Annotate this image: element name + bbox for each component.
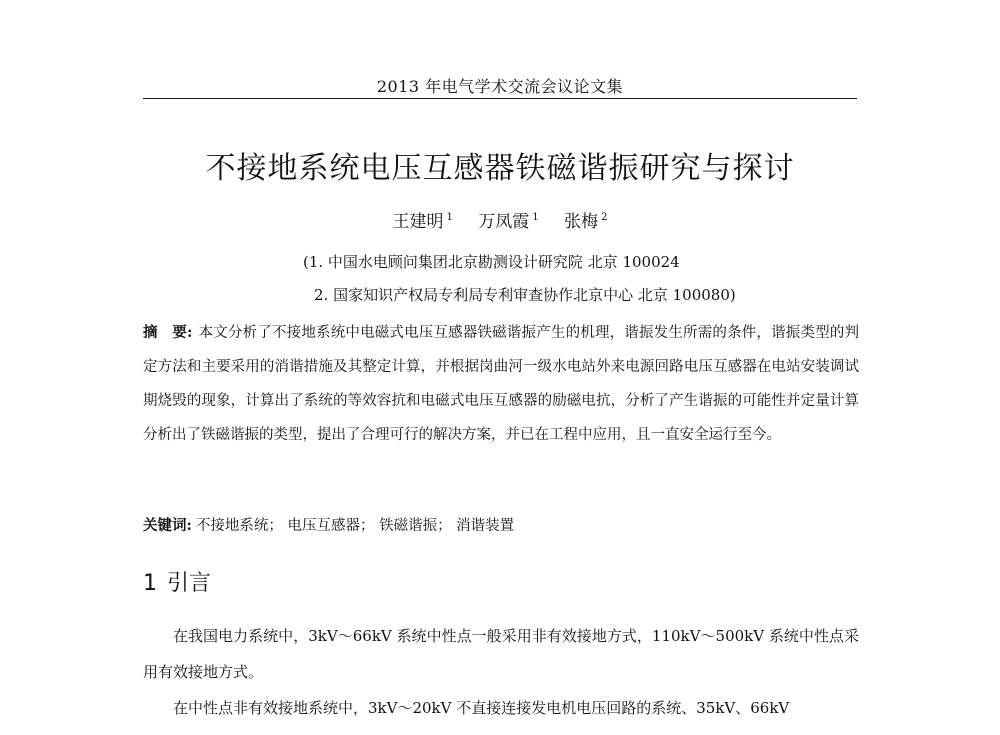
header-rule [143,98,857,99]
keywords [143,514,859,535]
affiliation-1: (1. 中国水电顾问集团北京勘测设计研究院 北京 100024 [303,253,680,271]
abstract-label: 摘 要: [143,324,193,341]
author-name: 王建明 [392,212,444,232]
body-text [143,618,859,726]
author [393,212,453,232]
author-affil-mark: 1 [446,212,453,224]
paper-title: 不接地系统电压互感器铁磁谐振研究与探讨 [205,151,795,186]
section-title: 引言 [167,571,212,596]
author-name: 万凤霞 [478,212,530,232]
section-number: 1 [143,571,157,596]
paragraph: 在我国电力系统中，3kV～66kV 系统中性点一般采用非有效接地方式，110kV～500kV 系统中性点采用有效接地方式。 [143,627,859,681]
abstract [143,316,859,452]
affiliation-2: 2. 国家知识产权局专利局专利审查协作北京中心 北京 100080) [314,286,736,304]
keywords-text: 不接地系统； 电压互感器； 铁磁谐振； 消谐装置 [195,518,515,534]
author [564,212,607,232]
author-name: 张梅 [564,212,599,232]
running-head: 2013 年电气学术交流会议论文集 [376,77,624,96]
abstract-text: 本文分析了不接地系统中电磁式电压互感器铁磁谐振产生的机理，谐振发生所需的条件，谐振类型的判定方法和主要采用的消谐措施及其整定计算，并根据岗曲河一级水电站外来电源回路电压互感器在电站安装调试期烧毁的现象，计算出了系统的等效容抗和电磁式电压互感器的励磁电抗，分析了产生谐振的可能性并定量计算分析出了铁磁谐振的类型，提出了合理可行的解决方案，并已在工程中应用，且一直安全运行至今。 [143,325,860,443]
author [478,212,538,232]
author-affil-mark: 2 [601,212,608,224]
author-affil-mark: 1 [532,212,539,224]
author-list [0,207,1000,232]
section-heading [143,566,211,597]
keywords-label: 关键词: [143,517,192,534]
paragraph: 在中性点非有效接地系统中，3kV～20kV 不直接连接发电机电压回路的系统、35kV、66kV [173,699,790,717]
